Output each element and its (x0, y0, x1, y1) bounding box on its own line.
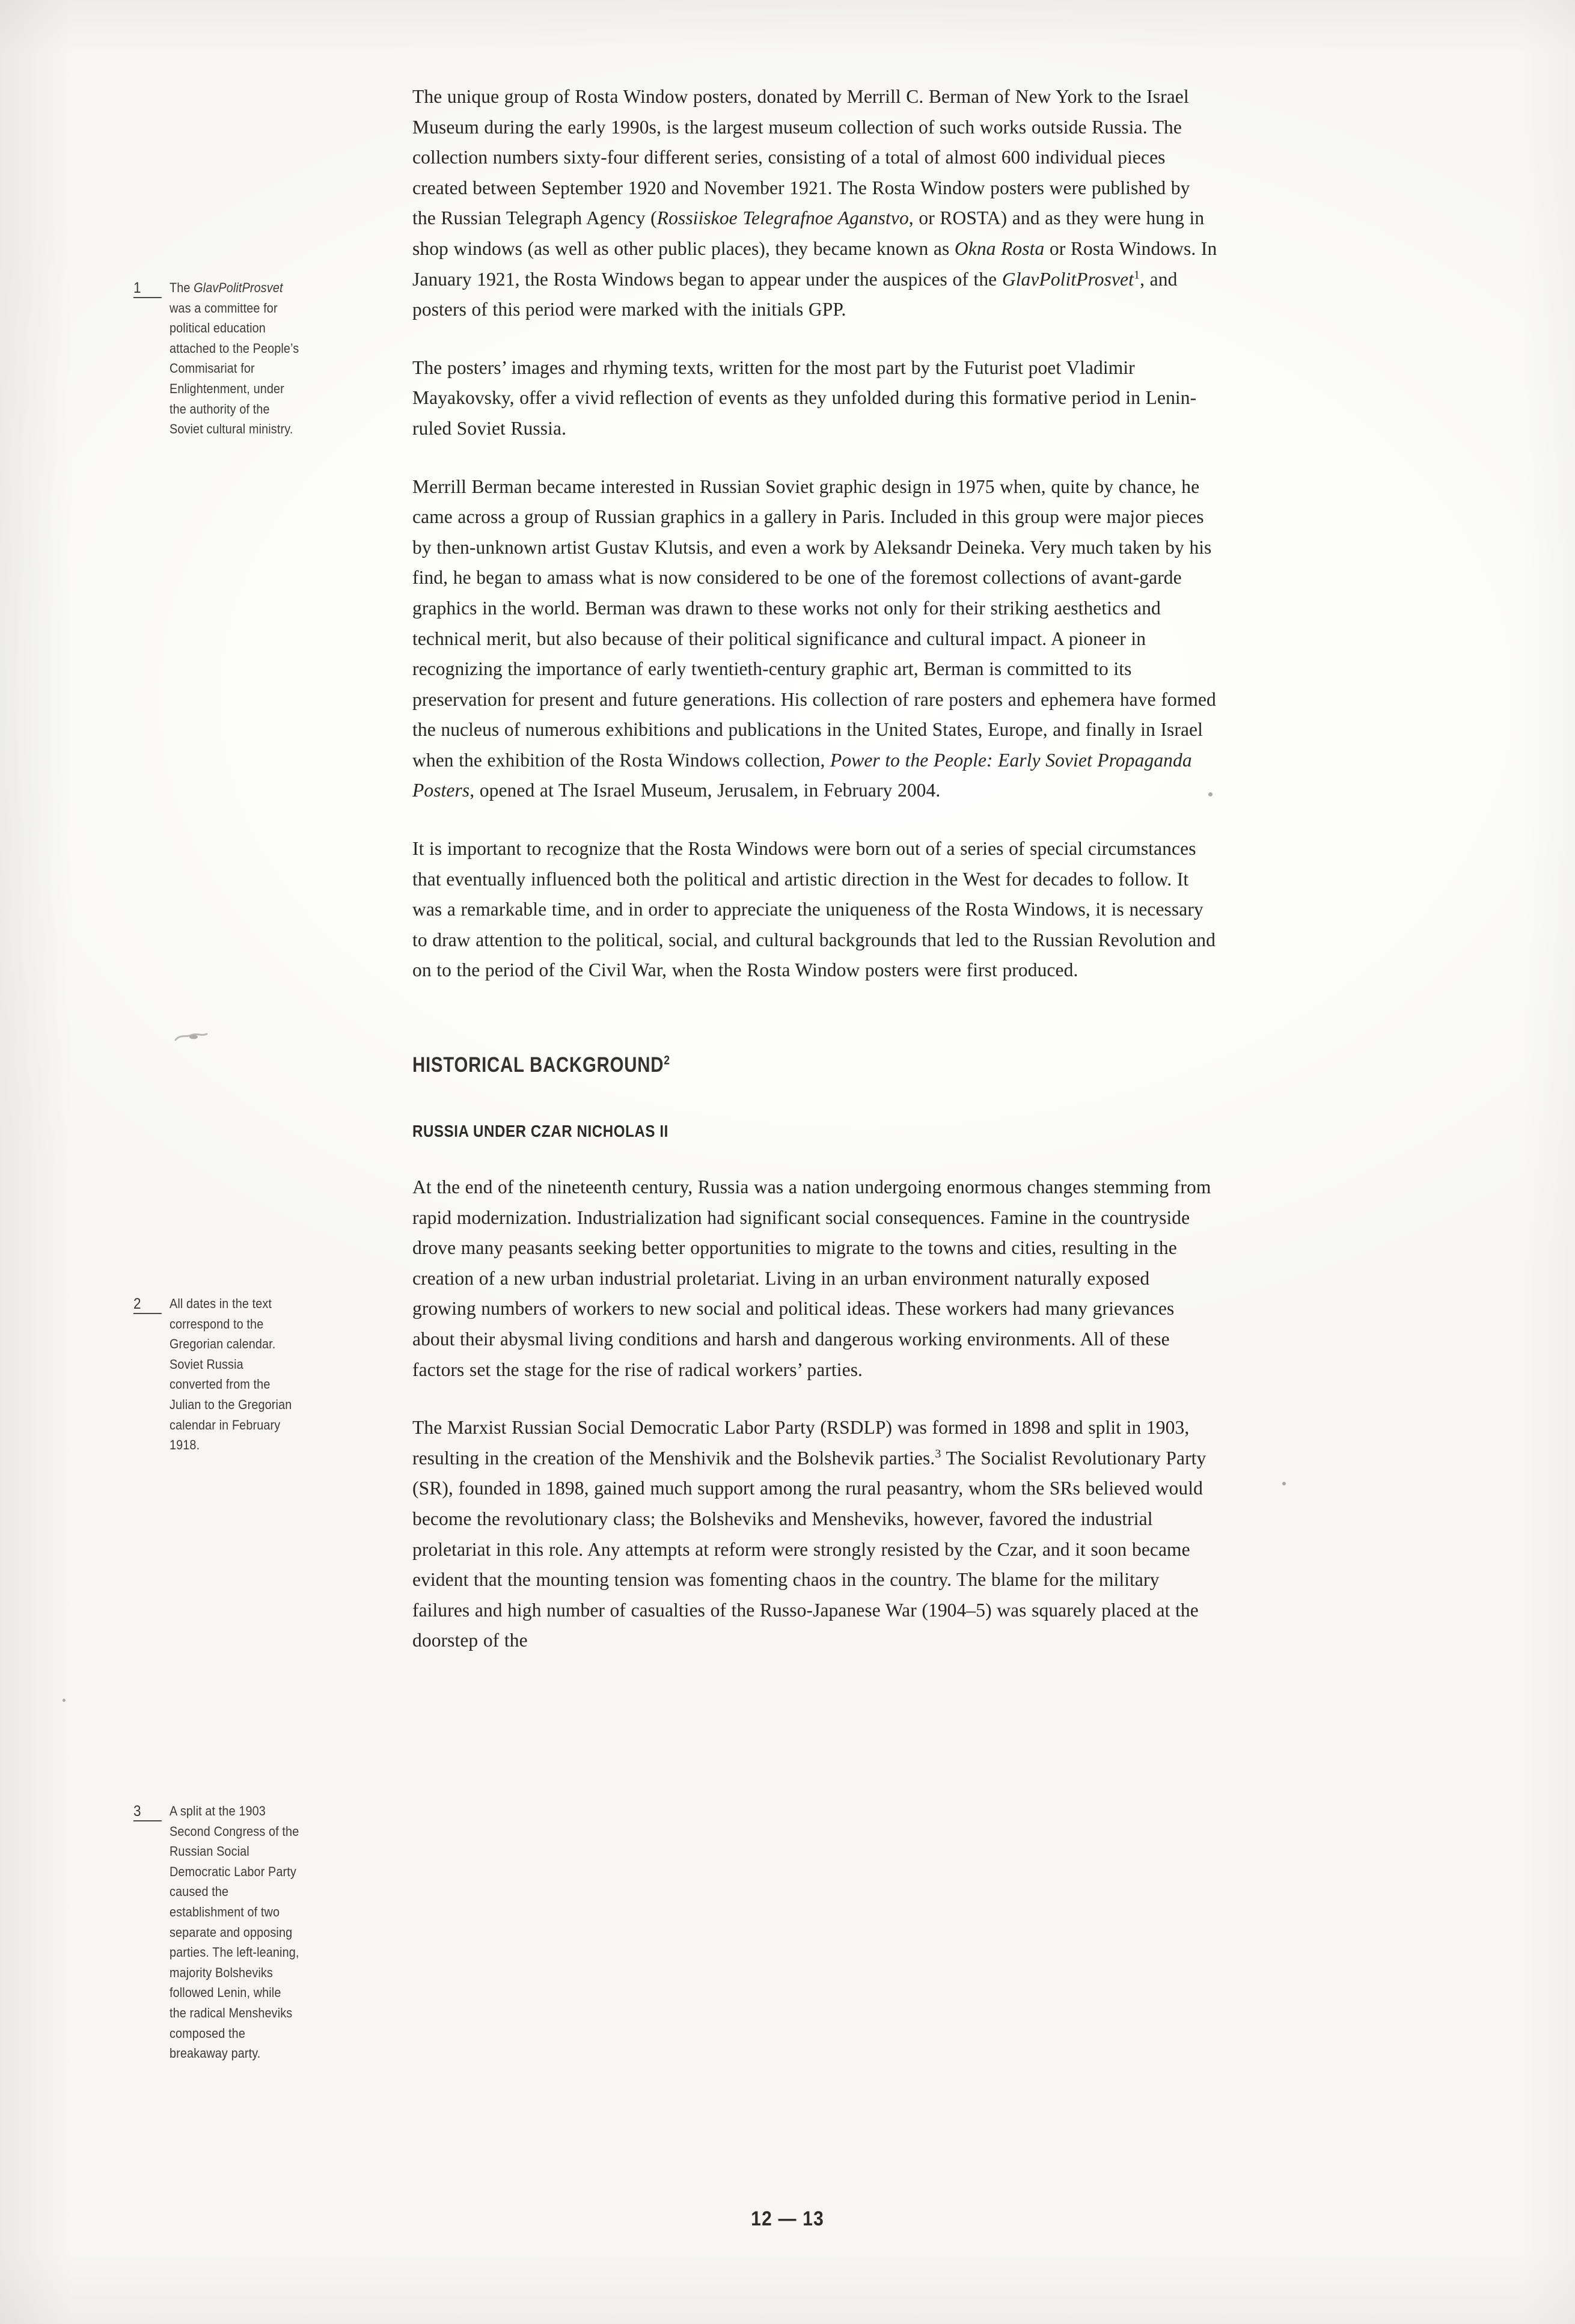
margin-note-1-number: 1 (133, 280, 162, 298)
page-folio-label: 12 — 13 (751, 2207, 824, 2230)
margin-note-1 (133, 278, 317, 439)
scan-speck (1282, 1482, 1286, 1485)
scan-edge-left (0, 0, 72, 2324)
sub-heading-russia-under-czar-nicholas-ii: RUSSIA UNDER CZAR NICHOLAS II (412, 1122, 668, 1141)
paragraph-rsdlp-split: The Marxist Russian Social Democratic Labor Party (RSDLP) was formed in 1898 and split in 1903, resulting in the creation of the Menshivik and the Bolshevik parties.$^3$ The Socialist Revolutionary Party (SR), founded in 1898, gained much support among the rural peasantry, whom the SRs believed would become the revolutionary class; the Bolsheviks and Mensheviks, however, favored the industrial proletariat in this role. Any attempts at reform were strongly resisted by the Czar, and it soon became evident that the mounting tension was fomenting chaos in the country. The blame for the military failures and high number of casualties of the Russo-Japanese War (1904–5) was squarely placed at the doorstep of the (412, 1417, 1206, 1651)
margin-note-3-number-wrap (133, 1801, 170, 1821)
scan-edge-bottom (0, 2252, 1575, 2324)
russia-under-czar-subheading-block (412, 1122, 1218, 1141)
margin-note-1-number-wrap (133, 278, 170, 298)
margin-note-3-body: A split at the 1903 Second Congress of the Russian Social Democratic Labor Party caused the establishment of two separate and opposing parties. The left-leaning, majority Bolsheviks followed Lenin, while the radical Mensheviks composed the breakaway party. (170, 1803, 299, 2061)
page-folio (0, 2207, 1575, 2231)
paragraph-special-circumstances: It is important to recognize that the Rosta Windows were born out of a series of special circumstances that eventually influenced both the political and artistic direction in the West for decades to follow. It was a remarkable time, and in order to appreciate the uniqueness of the Rosta Windows, it is necessary to draw attention to the political, social, and cultural backgrounds that led to the Russian Revolution and on to the period of the Civil War, when the Rosta Window posters were first produced. (412, 838, 1216, 981)
scan-speck (63, 1699, 66, 1702)
paragraph-posters-imagery: The posters’ images and rhyming texts, written for the most part by the Futurist poet Vladimir Mayakovsky, offer a vivid reflection of events as they unfolded during this formative period in Lenin-ruled Soviet Russia. (412, 356, 1197, 439)
section-heading-footnote-marker: 2 (664, 1053, 670, 1068)
margin-note-2-number-wrap (133, 1294, 170, 1314)
margin-note-3-number: 3 (133, 1803, 162, 1821)
body-text-column (412, 82, 1218, 1656)
paragraph-berman-biography: Merrill Berman became interested in Russian Soviet graphic design in 1975 when, quite by chance, he came across a group of Russian graphics in a gallery in Paris. Included in this group were major pieces by then-unknown artist Gustav Klutsis, and even a work by Aleksandr Deineka. Very much taken by his find, he began to amass what is now considered to be one of the foremost collections of avant-garde graphics in the world. Berman was drawn to these works not only for their striking aesthetics and technical merit, but also because of their political significance and cultural impact. A pioneer in recognizing the importance of early twentieth-century graphic art, Berman is committed to its preservation for present and future generations. His collection of rare posters and ephemera have formed the nucleus of numerous exhibitions and publications in the United States, Europe, and finally in Israel when the exhibition of the Rosta Windows collection, Power to the People: Early Soviet Propaganda Posters, opened at The Israel Museum, Jerusalem, in February 2004. (412, 476, 1216, 801)
margin-note-2-number: 2 (133, 1296, 162, 1314)
margin-note-2 (133, 1294, 317, 1455)
scan-edge-right (1521, 0, 1575, 2324)
historical-background-heading-block (412, 1053, 1218, 1077)
margin-note-3 (133, 1801, 317, 2064)
scan-smudge (173, 1029, 209, 1047)
section-heading-historical-background (412, 1053, 1089, 1077)
margin-note-1-body: The GlavPolitProsvet was a committee for political education attached to the People’s Commisariat for Enlightenment, under the authority of the Soviet cultural ministry. (170, 280, 299, 437)
paragraph-nineteenth-century-russia: At the end of the nineteenth century, Russia was a nation undergoing enormous changes stemming from rapid modernization. Industrialization had significant social consequences. Famine in the countryside drove many peasants seeking better opportunities to migrate to the towns and cities, resulting in the creation of a new urban industrial proletariat. Living in an urban environment naturally exposed growing numbers of workers to new social and political ideas. These workers had many grievances about their abysmal living conditions and harsh and dangerous working environments. All of these factors set the stage for the rise of radical workers’ parties. (412, 1176, 1211, 1380)
paragraph-intro-collection: The unique group of Rosta Window posters, donated by Merrill C. Berman of New York to the Israel Museum during the early 1990s, is the largest museum collection of such works outside Russia. The collection numbers sixty-four different series, consisting of a total of almost 600 individual pieces created between September 1920 and November 1921. The Rosta Window posters were published by the Russian Telegraph Agency (Rossiiskoe Telegrafnoe Aganstvo, or ROSTA) and as they were hung in shop windows (as well as other public places), they became known as Okna Rosta or Rosta Windows. In January 1921, the Rosta Windows began to appear under the auspices of the GlavPolitProsvet$^1$, and posters of this period were marked with the initials GPP. (412, 86, 1217, 320)
margin-note-2-body: All dates in the text correspond to the Gregorian calendar. Soviet Russia converted from the Julian to the Gregorian calendar in February 1918. (170, 1296, 292, 1453)
section-heading-label: HISTORICAL BACKGROUND (412, 1053, 664, 1077)
scan-edge-top (0, 0, 1575, 54)
